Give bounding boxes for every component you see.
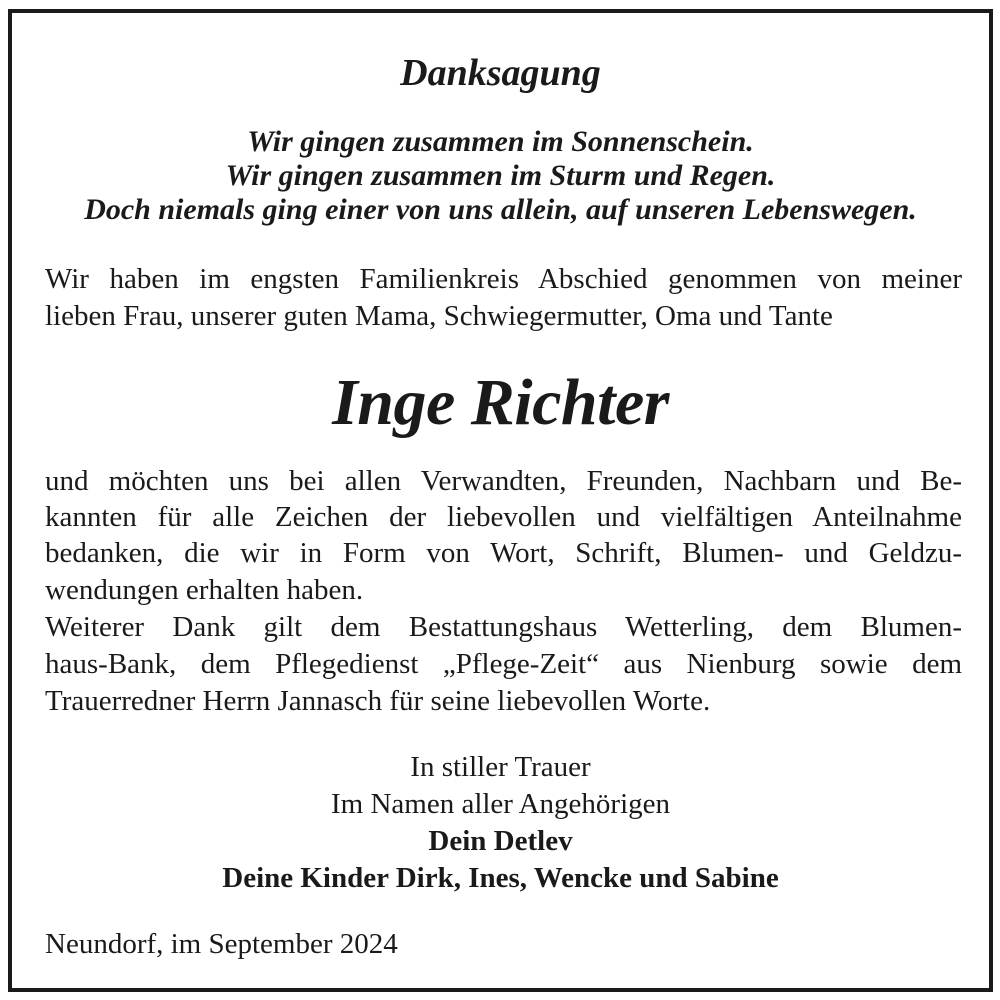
thanks-line-6: haus-Bank, dem Pflegedienst „Pflege-Zeit“ aus Nienburg sowie dem (45, 648, 962, 680)
intro-line-2: lieben Frau, unserer guten Mama, Schwiegermutter, Oma und Tante (45, 300, 833, 332)
deceased-name: Inge Richter (332, 366, 669, 439)
verse-line-2: Wir gingen zusammen im Sturm und Regen. (225, 159, 776, 192)
signature-children: Deine Kinder Dirk, Ines, Wencke und Sabine (222, 862, 779, 894)
place-date: Neundorf, im September 2024 (45, 928, 398, 960)
signature-line-2: Im Namen aller Angehörigen (330, 788, 671, 820)
verse-line-1: Wir gingen zusammen im Sonnenschein. (247, 125, 754, 158)
thanks-line-3: bedanken, die wir in Form von Wort, Schrift, Blumen- und Geldzu- (45, 537, 962, 569)
signature-line-1: In stiller Trauer (410, 751, 591, 783)
thanks-line-4: wendungen erhalten haben. (45, 574, 364, 606)
thanks-line-1: und möchten uns bei allen Verwandten, Freunden, Nachbarn und Be- (45, 465, 962, 497)
notice-heading: Danksagung (400, 52, 601, 94)
thanks-line-7: Trauerredner Herrn Jannasch für seine liebevollen Worte. (45, 685, 711, 717)
notice-frame (8, 9, 993, 992)
thanks-line-2: kannten für alle Zeichen der liebevollen und vielfältigen Anteilnahme (45, 501, 962, 533)
thanks-line-5: Weiterer Dank gilt dem Bestattungshaus Wetterling, dem Blumen- (45, 611, 962, 643)
verse-line-3: Doch niemals ging einer von uns allein, auf unseren Lebenswegen. (84, 193, 917, 226)
signature-spouse: Dein Detlev (428, 825, 573, 857)
intro-line-1: Wir haben im engsten Familienkreis Abschied genommen von meiner (45, 263, 962, 295)
